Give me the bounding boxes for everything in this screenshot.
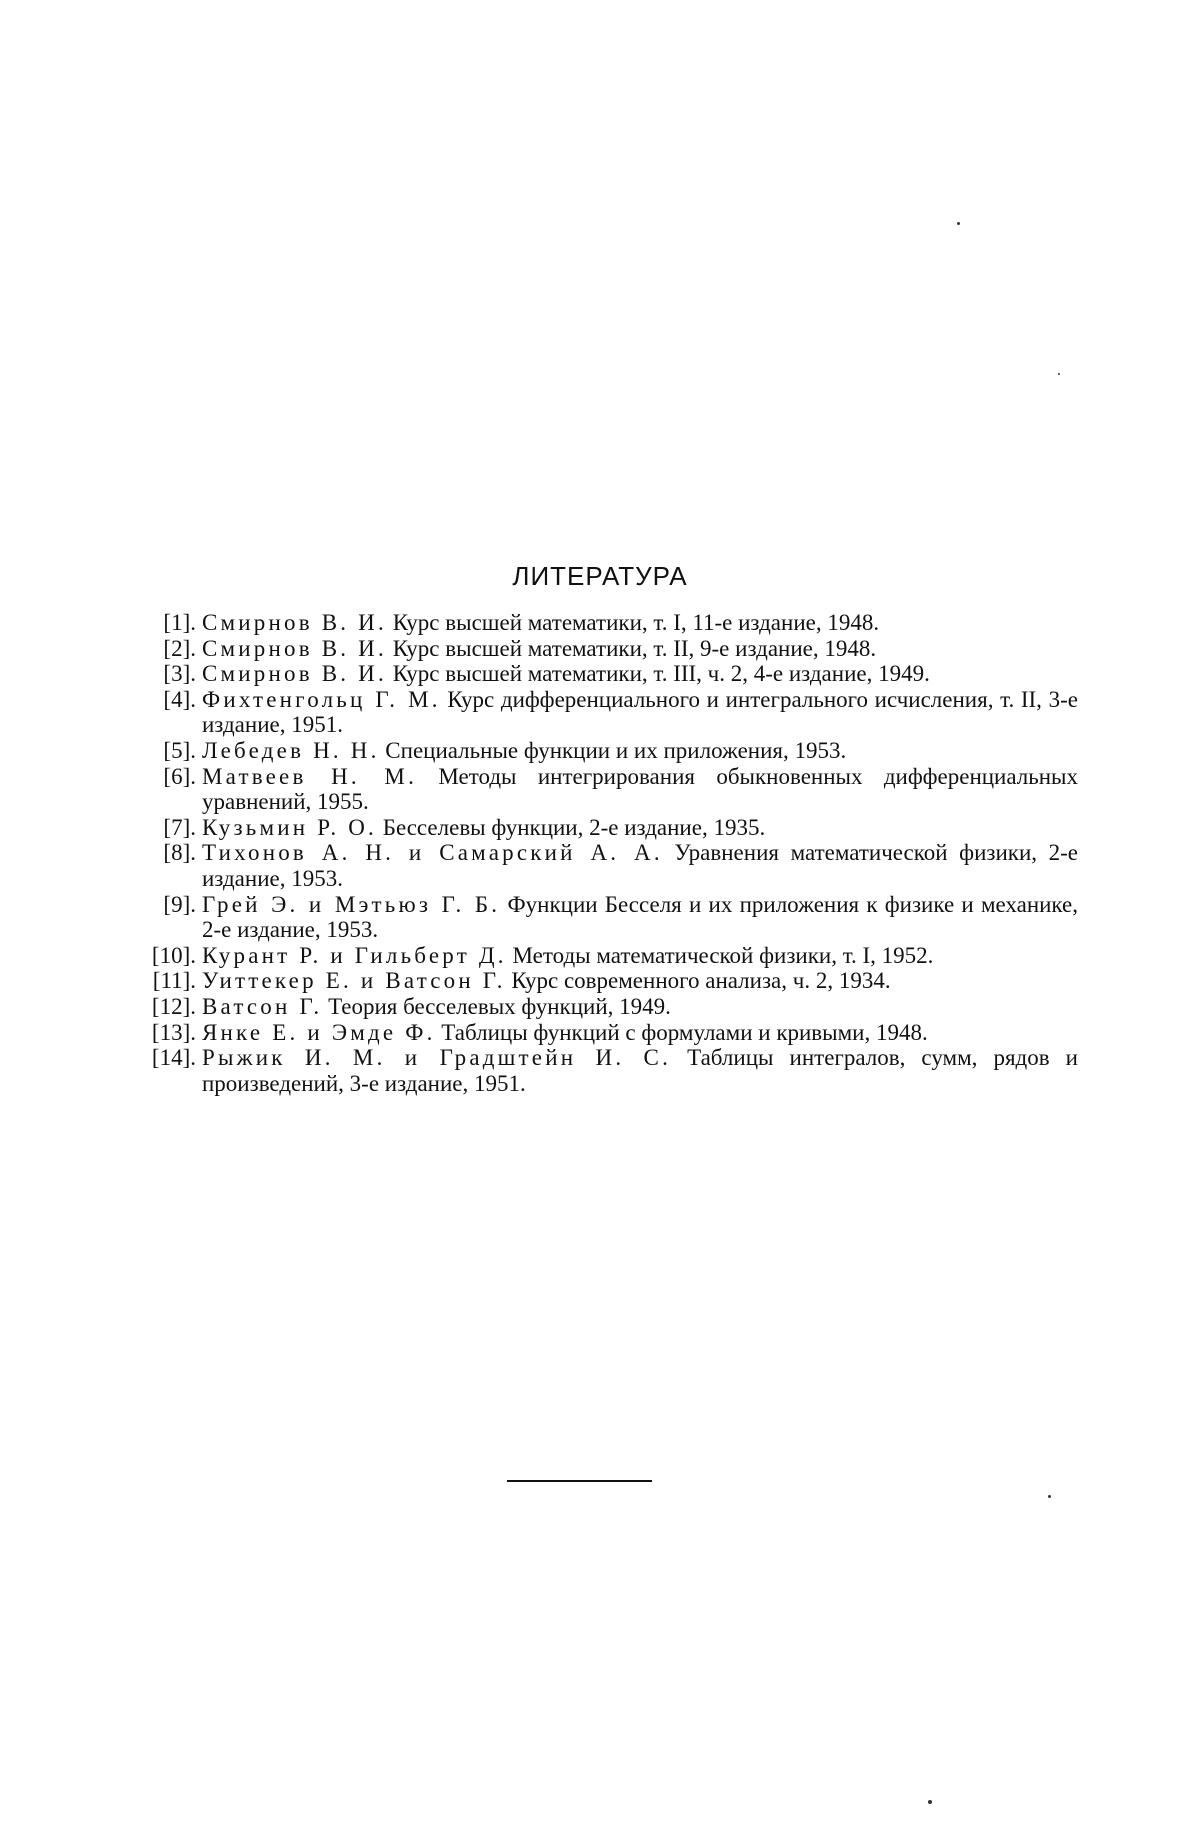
reference-author: Фихтенгольц Г. М.	[202, 686, 441, 712]
reference-author: Смирнов В. И.	[202, 635, 387, 661]
page-title: ЛИТЕРАТУРА	[512, 561, 688, 591]
reference-number: [5].	[163, 737, 196, 763]
reference-text: Методы интегрирования обыкновенных дифференциальных уравнений, 1955.	[202, 763, 1079, 815]
reference-author: Янке Е. и Эмде Ф.	[202, 1019, 436, 1045]
reference-item	[160, 738, 1078, 764]
reference-number: [10].	[151, 942, 196, 968]
reference-item	[160, 636, 1078, 662]
reference-text: Курс современного анализа, ч. 2, 1934.	[505, 968, 891, 994]
reference-author: Ватсон Г.	[202, 993, 323, 1019]
reference-author: Курант Р. и Гильберт Д.	[202, 942, 507, 968]
reference-author: Матвеев Н. М.	[202, 763, 418, 789]
reference-number: [12].	[151, 993, 196, 1019]
reference-text: Курс высшей математики, т. II, 9-е издание, 1948.	[386, 635, 877, 661]
reference-list	[151, 610, 1079, 1096]
reference-text: Методы математической физики, т. I, 1952.	[506, 942, 934, 968]
scan-speck	[1058, 373, 1060, 375]
reference-text: Уравнения математической физики, 2-е издание, 1953.	[202, 840, 1078, 891]
reference-text: Курс высшей математики, т. III, ч. 2, 4-е издание, 1949.	[386, 661, 930, 687]
reference-item	[151, 1045, 1078, 1096]
reference-item	[151, 993, 1078, 1020]
reference-text: Курс дифференциального и интегрального исчисления, т. II, 3-е издание, 1951.	[202, 686, 1078, 738]
reference-number: [2].	[163, 635, 196, 661]
reference-item	[160, 610, 1078, 636]
reference-item	[160, 764, 1078, 815]
reference-text: Таблицы интегралов, сумм, рядов и произведений, 3-е издание, 1951.	[202, 1045, 1078, 1096]
reference-item	[160, 840, 1078, 891]
scan-speck	[957, 222, 960, 225]
reference-item	[151, 1019, 1078, 1046]
reference-item	[160, 892, 1078, 943]
reference-author: Смирнов В. И.	[202, 661, 387, 687]
closing-rule	[507, 1480, 652, 1482]
reference-item	[160, 687, 1078, 738]
reference-item	[160, 815, 1078, 841]
reference-author: Смирнов В. И.	[202, 610, 387, 635]
reference-author: Рыжик И. М. и Градштейн И. С.	[202, 1045, 672, 1071]
reference-number: [3].	[163, 661, 196, 687]
scan-speck	[928, 1800, 932, 1804]
reference-number: [13].	[151, 1019, 196, 1045]
scan-speck	[1048, 1495, 1051, 1498]
reference-author: Кузьмин Р. О.	[202, 814, 377, 840]
reference-text: Таблицы функций с формулами и кривыми, 1948.	[435, 1019, 928, 1045]
reference-item	[152, 968, 1078, 994]
reference-text: Бесселевы функции, 2-е издание, 1935.	[376, 814, 766, 840]
reference-number: [1].	[163, 610, 196, 635]
reference-number: [6].	[163, 763, 196, 789]
reference-number: [7].	[163, 814, 196, 840]
reference-author: Лебедев Н. Н.	[202, 737, 380, 763]
reference-number: [14].	[151, 1045, 196, 1071]
reference-number: [9].	[163, 891, 196, 917]
reference-number: [4].	[163, 686, 196, 712]
reference-number: [11].	[152, 968, 196, 994]
reference-number: [8].	[163, 840, 196, 866]
reference-text: Теория бесселевых функций, 1949.	[322, 993, 671, 1019]
reference-text: Функции Бесселя и их приложения к физике и механике, 2-е издание, 1953.	[202, 891, 1078, 943]
reference-item	[151, 942, 1078, 969]
reference-author: Уиттекер Е. и Ватсон Г.	[202, 968, 506, 994]
reference-text: Специальные функции и их приложения, 1953.	[379, 737, 847, 763]
reference-author: Тихонов А. Н. и Самарский А. А.	[202, 840, 663, 866]
reference-author: Грей Э. и Мэтьюз Г. Б.	[202, 891, 501, 917]
reference-text: Курс высшей математики, т. I, 11-е издание, 1948.	[386, 610, 880, 635]
reference-item	[160, 661, 1078, 687]
